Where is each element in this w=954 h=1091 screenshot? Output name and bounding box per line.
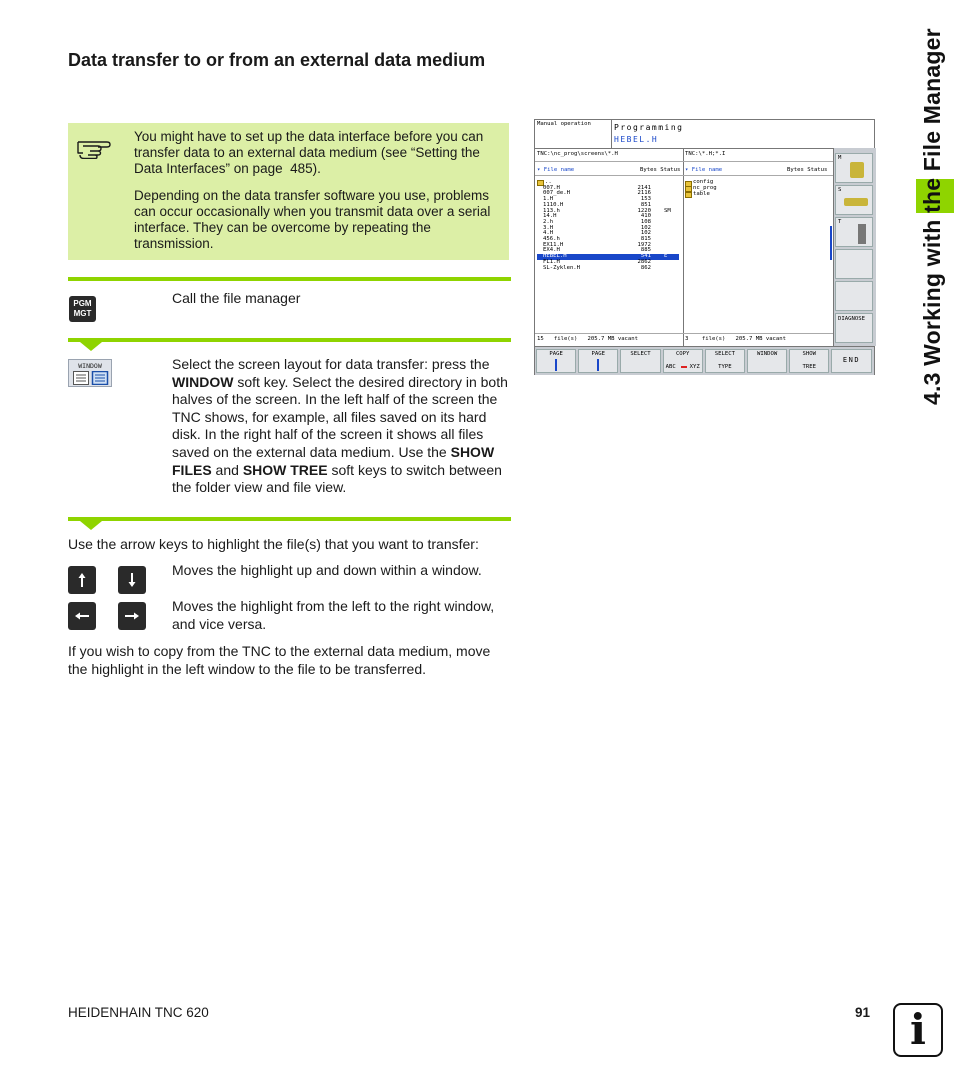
arrow-up-key[interactable] [68, 566, 96, 594]
file-bytes: 2862 [637, 258, 651, 265]
right-file-window [683, 148, 833, 346]
step-call-file-manager: Call the file manager [172, 290, 301, 306]
softkey-6[interactable] [789, 349, 829, 373]
step-arrow [80, 342, 102, 351]
program-name: HEBEL.H [614, 135, 659, 144]
softkey-7[interactable] [831, 349, 871, 373]
softkey-sublabel: TREE [802, 364, 817, 370]
left-status: 15 file(s) 205.7 MB vacant [537, 336, 639, 342]
right-path: TNC:\*.H;*.I [685, 151, 726, 157]
window-softkey-label: WINDOW [78, 362, 102, 370]
pgm-mgt-key[interactable] [69, 296, 96, 322]
softkey-label: COPY [675, 351, 690, 357]
directory-name: config [693, 179, 714, 185]
step-divider [68, 517, 511, 521]
chapter-title: 4.3 Working with the File Manager [919, 28, 945, 405]
file-bytes: 2116 [637, 190, 651, 197]
arrow-keys-intro: Use the arrow keys to highlight the file(s) that you want to transfer: [68, 536, 479, 552]
left-col-name: ▾ File name [537, 167, 575, 173]
file-bytes: 815 [640, 236, 651, 242]
scrollbar[interactable] [830, 226, 832, 260]
note-paragraph-2: Depending on the data transfer software you use, problems can occur occasionally when you transmit data over a serial interface. They can be overcome by repeating the transmission. [134, 188, 491, 251]
note-box [68, 123, 509, 260]
file-bytes: 410 [640, 213, 651, 220]
left-file-window [535, 148, 684, 346]
softkey-4[interactable] [705, 349, 745, 373]
softkey-label: SHOW [802, 351, 817, 357]
file-name: HEBEL.H [543, 253, 567, 260]
softkey-3[interactable] [663, 349, 703, 373]
final-paragraph: If you wish to copy from the TNC to the external data medium, move the highlight in the left window to the file to be transferred. [68, 643, 491, 677]
right-col-bytes: Bytes Status [787, 167, 828, 173]
file-bytes: 153 [640, 196, 651, 203]
file-name: .. [545, 179, 552, 185]
file-name: 2.h [543, 218, 554, 225]
step-divider [68, 277, 511, 281]
arrow-updown-text: Moves the highlight up and down within a window. [172, 562, 482, 578]
softkey-label: SELECT [630, 351, 651, 357]
step-arrow [80, 521, 102, 530]
softkey-label: END [842, 356, 861, 364]
right-status: 3 file(s) 205.7 MB vacant [685, 336, 787, 342]
left-path: TNC:\nc_prog\screens\*.H [537, 151, 618, 157]
note-paragraph-1: You might have to set up the data interface before you can transfer data to an external data medium (see “Setting the Data Interfaces” on page 485). [134, 129, 484, 176]
file-bytes: 1220 [637, 207, 651, 214]
file-name: 007.H [543, 184, 560, 191]
arrow-left-key[interactable] [68, 602, 96, 630]
softkey-empty-2[interactable] [835, 281, 873, 311]
mode-manual-operation: Manual operation [537, 121, 591, 127]
file-row[interactable] [537, 266, 679, 272]
file-name: SL-Zyklen.H [543, 264, 581, 271]
arrow-right-key[interactable] [118, 602, 146, 630]
file-name: 007_de.H [543, 190, 570, 197]
file-name: 1110.H [543, 201, 564, 208]
copy-arrow-icon [681, 366, 687, 368]
file-bytes: 102 [640, 224, 651, 231]
softkey-0[interactable] [536, 349, 576, 373]
arrow-left-icon [74, 611, 90, 621]
softkey-label: SELECT [714, 351, 735, 357]
spindle-s-icon [844, 198, 868, 206]
pointing-hand-icon [76, 133, 112, 159]
file-bytes: 885 [640, 247, 651, 254]
file-name: 4.H [543, 230, 554, 237]
folder-icon [685, 192, 692, 198]
directory-row[interactable] [685, 192, 765, 198]
tool-t-icon [858, 224, 866, 244]
softkey-2[interactable] [620, 349, 660, 373]
tnc-screenshot [534, 119, 875, 375]
softkey-label: WINDOW [756, 351, 778, 357]
arrow-leftright-text: Moves the highlight from the left to the right window, and vice versa. [172, 598, 495, 632]
file-bytes: 102 [640, 230, 651, 237]
file-name: FL1.H [543, 258, 560, 265]
softkey-label: PAGE [591, 351, 606, 357]
arrow-right-icon [124, 611, 140, 621]
softkey-s[interactable]: S [835, 185, 873, 215]
mode-programming: Programming [614, 123, 684, 132]
file-bytes: 862 [640, 264, 651, 271]
window-layout-icon [73, 371, 109, 385]
left-col-bytes: Bytes Status [640, 167, 681, 173]
page-number: 91 [855, 1005, 871, 1020]
vertical-softkey-bar [833, 148, 876, 346]
section-heading: Data transfer to or from an external data medium [68, 50, 486, 70]
file-name: 456.h [543, 236, 560, 242]
tool-m-icon [850, 162, 864, 178]
softkey-sublabel-target: XYZ [689, 364, 700, 370]
file-name: 14.H [543, 213, 557, 220]
directory-name: nc_prog [693, 184, 717, 191]
pgm-key-label: PGM [73, 299, 92, 308]
file-bytes: 851 [640, 201, 651, 208]
softkey-t[interactable]: T [835, 217, 873, 247]
arrow-down-key[interactable] [118, 566, 146, 594]
right-col-name: ▾ File name [685, 167, 723, 173]
mgt-key-label: MGT [73, 309, 92, 318]
arrow-up-icon [77, 572, 87, 588]
softkey-empty-1[interactable] [835, 249, 873, 279]
window-softkey[interactable] [68, 359, 112, 387]
chapter-side-tab [916, 0, 954, 940]
file-status: E [664, 253, 668, 260]
softkey-m[interactable]: M [835, 153, 873, 183]
file-status: SM [664, 207, 671, 214]
page-down-arrow-icon [597, 359, 599, 371]
softkey-1[interactable] [578, 349, 618, 373]
softkey-5[interactable] [747, 349, 787, 373]
file-name: 1.H [543, 196, 554, 203]
step-window-text: Select the screen layout for data transfer: press the WINDOW soft key. Select the desired directory in both halves of the screen. In the left half of the screen the TNC shows, for example, all files saved on its hard disk. In the right half of the screen it shows all files saved on the external data medium. Use the SHOW FILES and SHOW TREE soft keys to switch between the folder view and file view. [172, 356, 508, 496]
file-name: 3.H [543, 224, 554, 231]
footer-manual-name: HEIDENHAIN TNC 620 [68, 1005, 209, 1020]
softkey-sublabel: TYPE [718, 364, 732, 370]
file-bytes: 1972 [637, 241, 651, 248]
directory-name: table [693, 190, 710, 197]
file-name: EX11.H [543, 241, 564, 248]
file-name: EX4.H [543, 247, 560, 254]
file-bytes: 541 [640, 253, 651, 260]
arrow-down-icon [127, 572, 137, 588]
softkey-sublabel: ABC [665, 364, 676, 370]
softkey-label: PAGE [549, 351, 563, 357]
file-name: 113.h [543, 207, 560, 214]
file-bytes: 108 [640, 218, 651, 225]
softkey-diagnose[interactable]: DIAGNOSE [835, 313, 873, 343]
file-bytes: 2141 [637, 184, 651, 191]
info-icon: i [893, 1003, 943, 1057]
horizontal-softkey-bar [535, 346, 874, 375]
step-divider [68, 338, 511, 342]
page-up-arrow-icon [555, 359, 557, 371]
screen-header [535, 120, 833, 149]
